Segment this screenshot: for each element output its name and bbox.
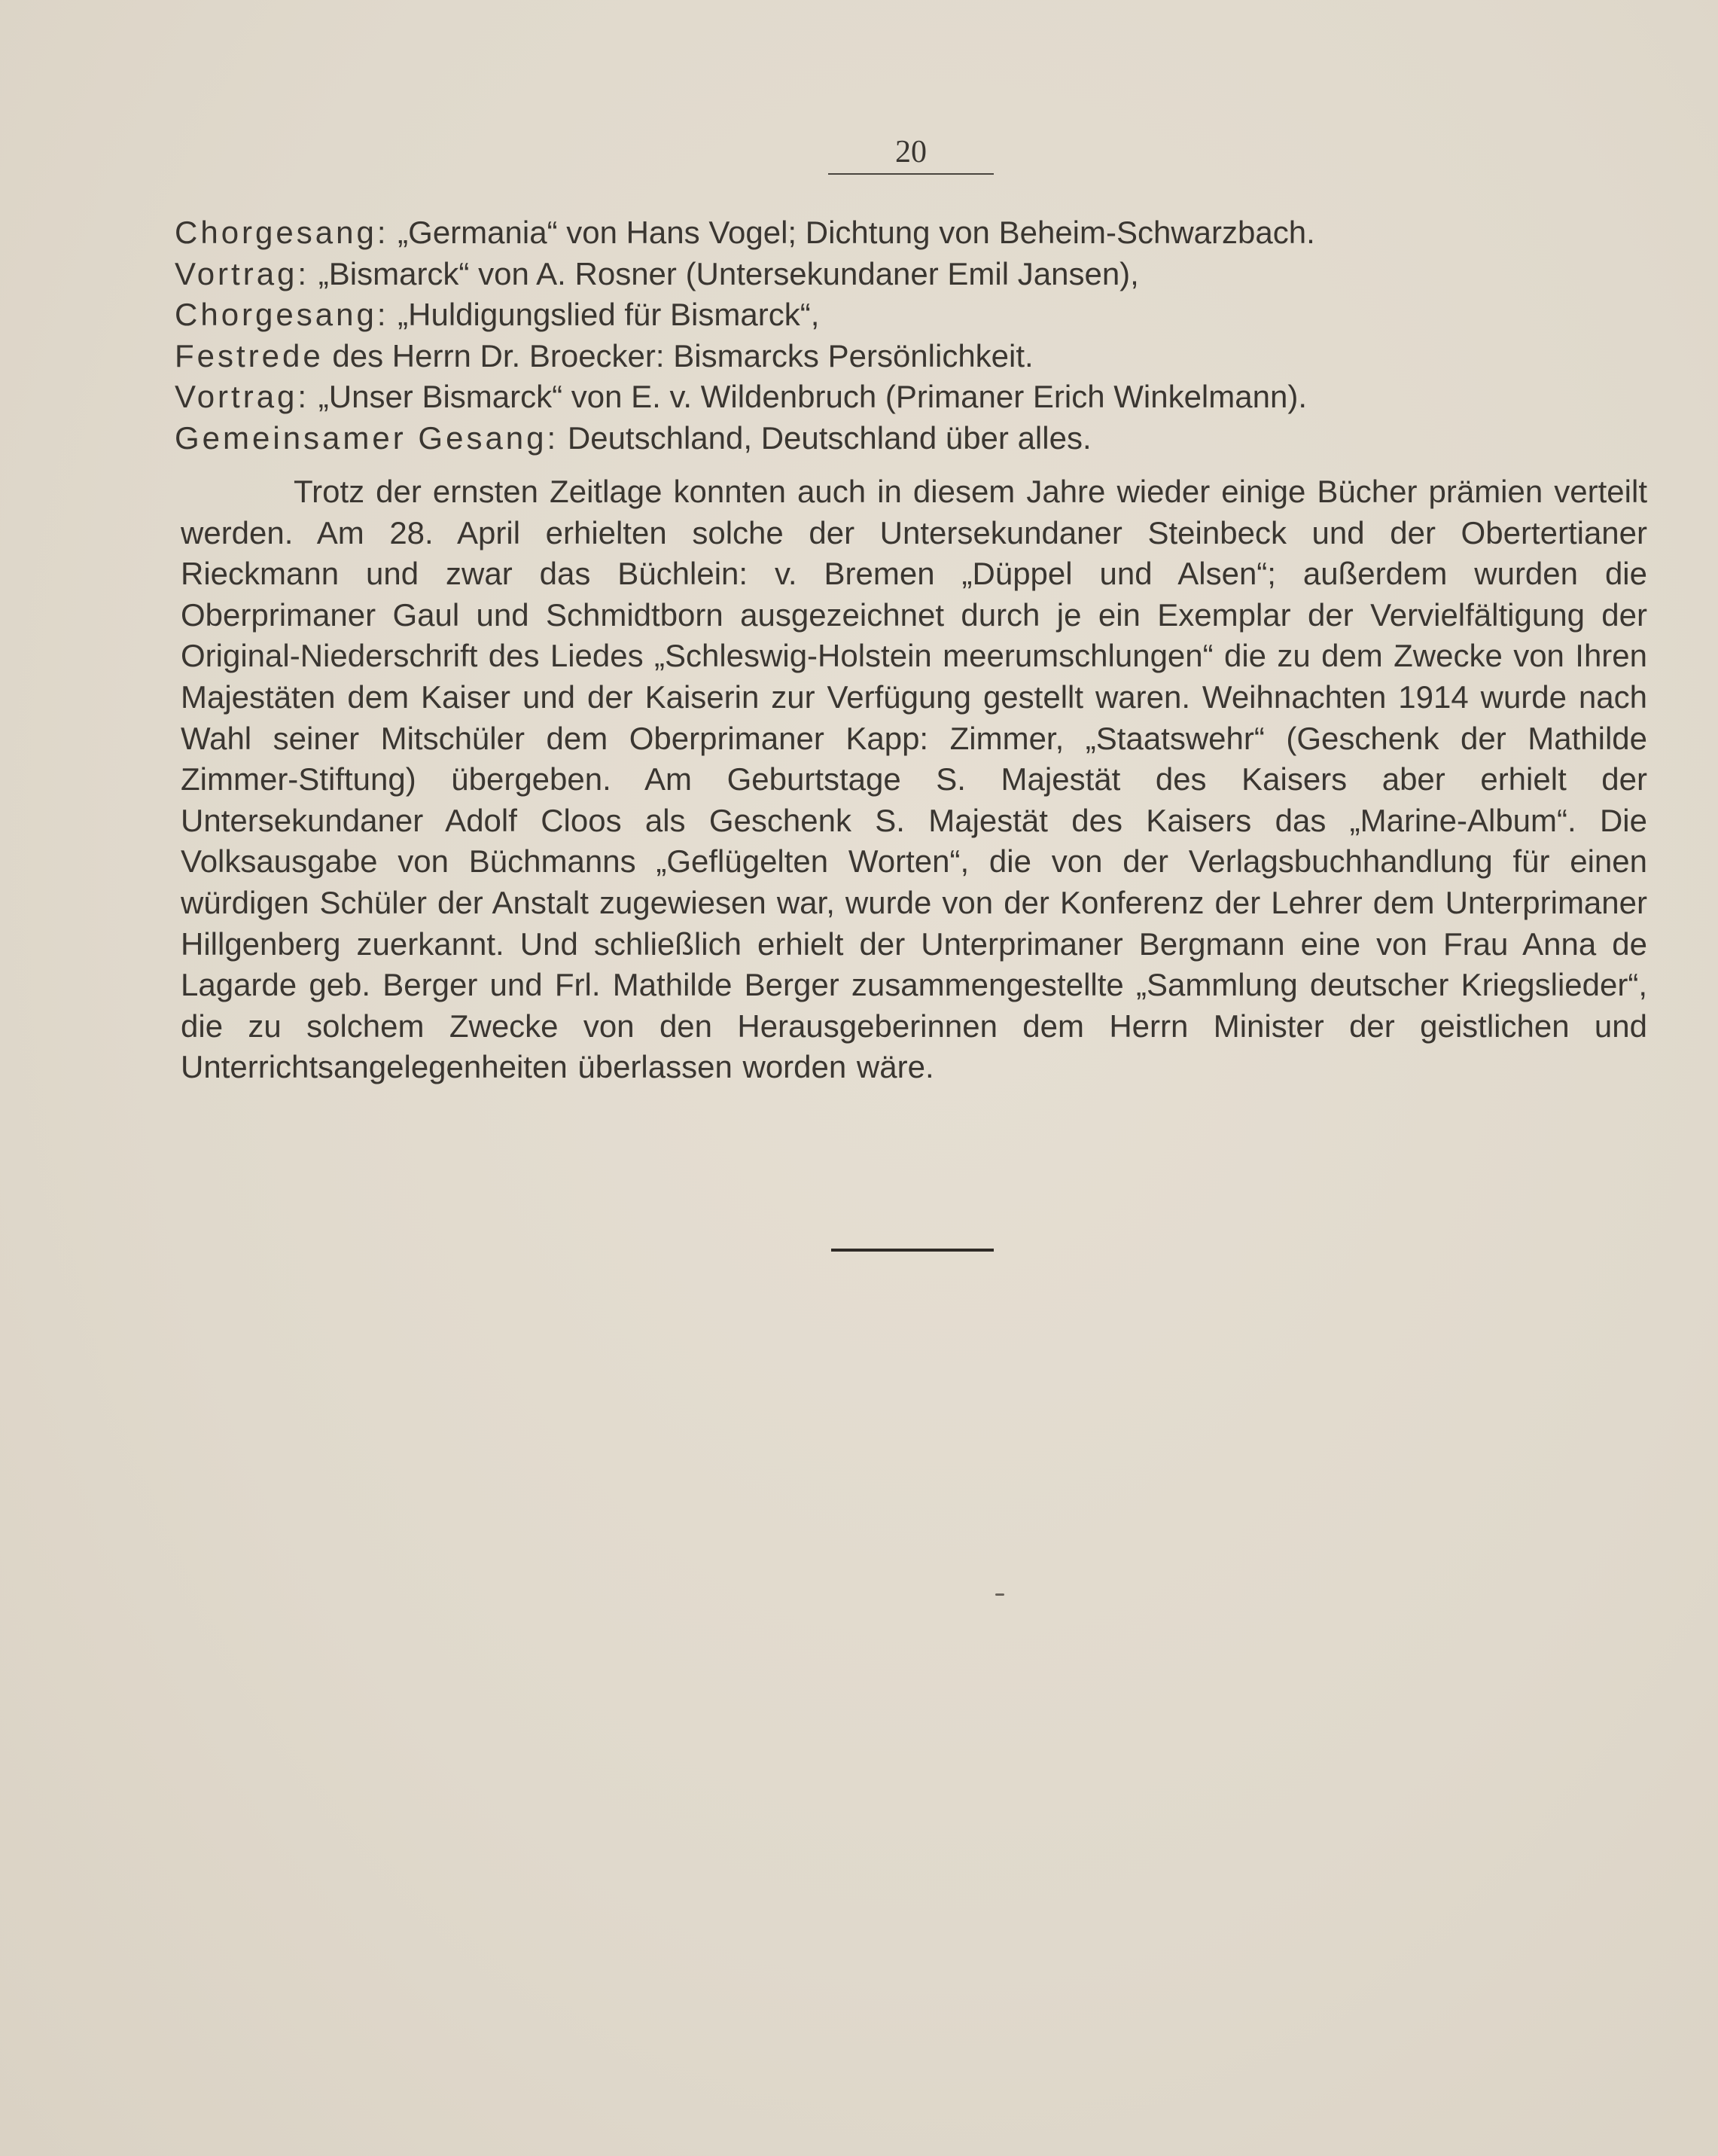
program-item-text: „Bismarck“ von A. Rosner (Untersekundaner Emil Jansen), (318, 255, 1139, 291)
header-rule (828, 173, 994, 175)
festival-program (175, 212, 1650, 459)
program-item (175, 254, 1650, 295)
page-number: 20 (895, 135, 927, 169)
program-item-text: „Huldigungslied für Bismarck“, (398, 297, 820, 333)
program-item-kind: Chorgesang: (175, 297, 389, 333)
program-item-kind: Vortrag: (175, 379, 310, 415)
program-item-kind: Chorgesang: (175, 215, 389, 250)
section-end-rule (831, 1249, 994, 1252)
paper-speck (995, 1593, 1004, 1596)
program-item-text: Deutschland, Deutschland über alles. (567, 419, 1092, 456)
program-item-text: des Herrn Dr. Broecker: Bismarcks Persönlichkeit. (332, 337, 1034, 374)
program-item (175, 336, 1650, 377)
program-item-text: „Germania“ von Hans Vogel; Dichtung von Beheim-Schwarzbach. (398, 215, 1315, 250)
program-item-kind: Festrede (175, 337, 324, 374)
program-item (175, 418, 1650, 459)
program-item-kind: Gemeinsamer Gesang: (175, 419, 559, 456)
program-item (175, 212, 1650, 254)
program-item-kind: Vortrag: (175, 255, 310, 291)
prize-paragraph: Trotz der ernsten Zeitlage konnten auch in diesem Jahre wieder einige Bücher prämien verteilt werden. Am 28. April erhielten solche der Untersekundaner Steinbeck und der Obertertianer Rieckmann und zwar das Büchlein: v. Bremen „Düppel und Alsen“; außerdem wurden die Oberprimaner Gaul und Schmidtborn ausgezeichnet durch je ein Exemplar der Vervielfältigung der Original-Niederschrift des Liedes „Schleswig-Holstein meerumschlungen“ die zu dem Zwecke von Ihren Majestäten dem Kaiser und der Kaiserin zur Verfügung gestellt waren. Weihnachten 1914 wurde nach Wahl seiner Mitschüler dem Oberprimaner Kapp: Zimmer, „Staatswehr“ (Geschenk der Mathilde Zimmer-Stiftung) übergeben. Am Geburtstage S. Majestät des Kaisers aber erhielt der Untersekundaner Adolf Cloos als Geschenk S. Majestät des Kaisers das „Marine-Album“. Die Volksausgabe von Büchmanns „Geflügelten Worten“, die von der Verlagsbuchhandlung für einen würdigen Schüler der Anstalt zugewiesen war, wurde von der Konferenz der Lehrer dem Unterprimaner Hillgenberg zuerkannt. Und schließlich erhielt der Unterprimaner Bergmann eine von Frau Anna de Lagarde geb. Berger und Frl. Mathilde Berger zusammengestellte „Sammlung deutscher Kriegslieder“, die zu solchem Zwecke von den Herausgeberinnen dem Herrn Minister der geistlichen und Unterrichtsangelegenheiten überlassen worden wäre. (181, 474, 1647, 1085)
program-item (175, 377, 1650, 418)
program-item (175, 294, 1650, 336)
page-header (828, 133, 994, 175)
program-item-text: „Unser Bismarck“ von E. v. Wildenbruch (Primaner Erich Winkelmann). (318, 379, 1307, 415)
